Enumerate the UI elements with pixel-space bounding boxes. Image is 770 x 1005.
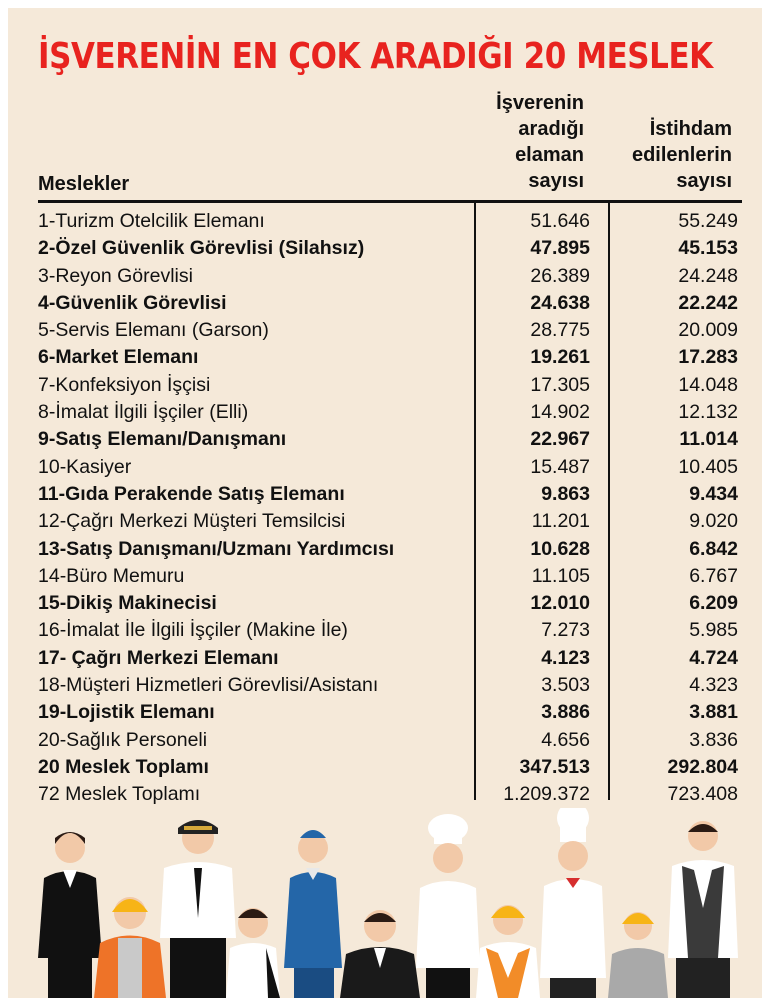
employed-value: 55.249 bbox=[678, 210, 738, 232]
table-row bbox=[38, 727, 742, 754]
chef-hat-icon bbox=[540, 808, 606, 998]
job-name: 3-Reyon Görevlisi bbox=[38, 264, 193, 287]
job-name: 1-Turizm Otelcilik Elemanı bbox=[38, 210, 265, 232]
employer-demand-value: 11.105 bbox=[531, 564, 590, 587]
page-title: İŞVERENİN EN ÇOK ARADIĞI 20 MESLEK bbox=[38, 36, 713, 77]
job-name: 5-Servis Elemanı (Garson) bbox=[38, 319, 269, 342]
employer-demand-value: 7.273 bbox=[541, 619, 590, 642]
chef-icon bbox=[416, 814, 480, 998]
employed-value: 4.323 bbox=[689, 674, 738, 697]
job-name: 9-Satış Elemanı/Danışmanı bbox=[38, 428, 287, 451]
job-name: 7-Konfeksiyon İşçisi bbox=[38, 373, 211, 396]
employer-demand-value: 14.902 bbox=[530, 401, 590, 424]
job-name: 6-Market Elemanı bbox=[38, 346, 199, 369]
table-row bbox=[38, 263, 742, 290]
job-name: 8-İmalat İlgili İşçiler (Elli) bbox=[38, 401, 249, 424]
header-employer-demand bbox=[444, 90, 584, 194]
employed-value: 3.836 bbox=[689, 728, 738, 751]
employed-value: 11.014 bbox=[679, 428, 738, 451]
employed-value: 14.048 bbox=[678, 373, 738, 396]
table-row bbox=[38, 699, 742, 726]
employer-demand-value: 22.967 bbox=[530, 428, 590, 451]
employed-value: 24.248 bbox=[678, 264, 738, 287]
header-line: İşverenin bbox=[496, 92, 584, 114]
employer-demand-value: 15.487 bbox=[530, 455, 590, 478]
infographic-card bbox=[8, 8, 762, 998]
header-line: İstihdam bbox=[649, 118, 732, 140]
employer-demand-value: 3.886 bbox=[541, 701, 590, 724]
table-row bbox=[38, 781, 742, 808]
employer-demand-value: 4.656 bbox=[541, 728, 590, 751]
employed-value: 4.724 bbox=[689, 646, 738, 669]
employed-value: 12.132 bbox=[678, 401, 738, 424]
job-name: 4-Güvenlik Görevlisi bbox=[38, 291, 227, 314]
job-name: 14-Büro Memuru bbox=[38, 564, 185, 587]
header-divider bbox=[38, 200, 742, 203]
table-row bbox=[38, 617, 742, 644]
employed-value: 3.881 bbox=[689, 701, 738, 724]
table-row bbox=[38, 508, 742, 535]
employed-value: 292.804 bbox=[667, 755, 738, 778]
table-row bbox=[38, 235, 742, 262]
employer-demand-value: 47.895 bbox=[530, 237, 590, 260]
header-line: elaman bbox=[515, 144, 584, 166]
job-name: 20 Meslek Toplamı bbox=[38, 755, 209, 778]
call-center-agent-icon bbox=[38, 832, 102, 998]
engineer-icon bbox=[476, 905, 540, 998]
employer-demand-value: 24.638 bbox=[530, 291, 590, 314]
waiter-icon bbox=[668, 821, 738, 998]
job-name: 17- Çağrı Merkezi Elemanı bbox=[38, 646, 279, 669]
job-name: 15-Dikiş Makinecisi bbox=[38, 592, 217, 615]
data-table bbox=[38, 208, 742, 809]
workers-illustration bbox=[8, 808, 762, 998]
pilot-icon bbox=[160, 820, 236, 998]
job-name: 16-İmalat İle İlgili İşçiler (Makine İle) bbox=[38, 619, 348, 642]
job-name: 18-Müşteri Hizmetleri Görevlisi/Asistanı bbox=[38, 674, 379, 697]
table-row bbox=[38, 481, 742, 508]
job-name: 72 Meslek Toplamı bbox=[38, 783, 201, 806]
employer-demand-value: 10.628 bbox=[530, 537, 590, 560]
table-row bbox=[38, 672, 742, 699]
job-name: 20-Sağlık Personeli bbox=[38, 728, 208, 751]
employed-value: 45.153 bbox=[678, 237, 738, 260]
table-row bbox=[38, 754, 742, 781]
job-name: 12-Çağrı Merkezi Müşteri Temsilcisi bbox=[38, 510, 346, 533]
header-line: sayısı bbox=[528, 170, 584, 192]
header-jobs: Meslekler bbox=[38, 173, 130, 195]
table-row bbox=[38, 399, 742, 426]
table-row bbox=[38, 426, 742, 453]
table-row bbox=[38, 590, 742, 617]
table-row bbox=[38, 344, 742, 371]
employed-value: 10.405 bbox=[678, 455, 738, 478]
table-row bbox=[38, 290, 742, 317]
employed-value: 22.242 bbox=[678, 291, 738, 314]
employer-demand-value: 28.775 bbox=[530, 319, 590, 342]
flight-attendant-icon bbox=[284, 830, 342, 998]
construction-worker-icon bbox=[94, 897, 166, 998]
worker-helmet-icon bbox=[608, 912, 668, 998]
employer-demand-value: 12.010 bbox=[530, 592, 590, 615]
employed-value: 20.009 bbox=[678, 319, 738, 342]
table-row bbox=[38, 372, 742, 399]
job-name: 11-Gıda Perakende Satış Elemanı bbox=[38, 482, 345, 505]
employer-demand-value: 11.201 bbox=[531, 510, 590, 533]
employer-demand-value: 9.863 bbox=[541, 482, 590, 505]
employer-demand-value: 19.261 bbox=[530, 346, 590, 369]
table-row bbox=[38, 645, 742, 672]
employer-demand-value: 1.209.372 bbox=[503, 783, 590, 806]
job-name: 2-Özel Güvenlik Görevlisi (Silahsız) bbox=[38, 237, 365, 260]
employed-value: 9.020 bbox=[689, 510, 738, 533]
employed-value: 6.767 bbox=[689, 564, 738, 587]
header-line: edilenlerin bbox=[631, 144, 732, 166]
employed-value: 6.842 bbox=[689, 537, 738, 560]
job-name: 13-Satış Danışmanı/Uzmanı Yardımcısı bbox=[38, 537, 395, 560]
employed-value: 6.209 bbox=[689, 592, 738, 615]
job-name: 19-Lojistik Elemanı bbox=[38, 701, 215, 724]
employer-demand-value: 4.123 bbox=[541, 646, 590, 669]
employed-value: 9.434 bbox=[689, 482, 738, 505]
employed-value: 17.283 bbox=[678, 346, 738, 369]
employer-demand-value: 17.305 bbox=[530, 373, 590, 396]
employer-demand-value: 3.503 bbox=[541, 674, 590, 697]
job-name: 10-Kasiyer bbox=[38, 455, 132, 478]
header-line: aradığı bbox=[518, 118, 584, 140]
employed-value: 723.408 bbox=[667, 783, 738, 806]
judge-icon bbox=[340, 910, 420, 998]
employer-demand-value: 347.513 bbox=[519, 755, 590, 778]
employer-demand-value: 26.389 bbox=[530, 264, 590, 287]
header-employed bbox=[572, 116, 732, 194]
table-row bbox=[38, 563, 742, 590]
table-row bbox=[38, 317, 742, 344]
table-row bbox=[38, 536, 742, 563]
employer-demand-value: 51.646 bbox=[530, 210, 590, 232]
table-row bbox=[38, 208, 742, 235]
header-line: sayısı bbox=[676, 170, 732, 192]
employed-value: 5.985 bbox=[689, 619, 738, 642]
table-row bbox=[38, 454, 742, 481]
